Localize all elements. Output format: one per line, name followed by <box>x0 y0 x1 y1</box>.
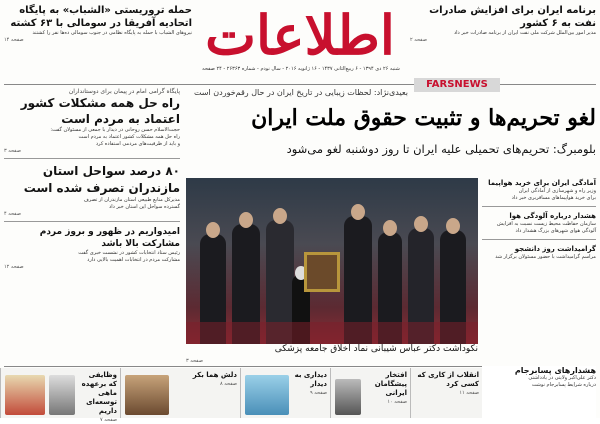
right-story-1-line: برای خرید هواپیماهای مسافربری خبر داد <box>511 195 596 201</box>
lead-headline[interactable]: لغو تحریم‌ها و تثبیت حقوق ملت ایران <box>251 105 596 131</box>
left-story-3-title: امیدواریم در ظهور و بروز مردم مشارکت بالا باشد <box>39 227 180 249</box>
tile-2-page-ref: صفحه ۸ <box>220 381 237 387</box>
bottom-right-title: هشدارهای پسابرجام <box>514 366 596 375</box>
tile-1-portrait <box>49 375 75 415</box>
photo-caption: نکوداشت دکتر عباس شیبانی نماد اخلاق جامعه پزشکی <box>274 344 478 354</box>
bottom-right-story[interactable] <box>482 366 596 418</box>
tile-3-title: دیداری به دیدار <box>294 371 327 388</box>
lead-kicker: بعیدی‌نژاد: لحظات زیبایی در تاریخ ایران در حال رقم‌خوردن است <box>193 88 408 97</box>
right-story-1-title: آمادگی ایران برای خرید هواپیما <box>488 179 596 187</box>
photo-award-frame <box>304 252 340 292</box>
left-story-2-line: گسترده سواحل این استان خبر داد <box>108 204 180 210</box>
left-story-3-line: مشارکت مردم در انتخابات اهمیت بالایی دارد <box>87 257 180 263</box>
strip-tile-3[interactable] <box>240 368 330 418</box>
bottom-right-line: درباره شرایط پسابرجام نوشت <box>531 382 596 388</box>
photo-person-head <box>351 204 365 220</box>
right-story-2-line: سازمان حفاظت محیط زیست نسبت به افزایش <box>497 221 596 227</box>
left-top-story[interactable] <box>4 4 192 43</box>
left-top-headline: حمله تروریستی «الشباب» به پایگاه اتحادیه آفریقا در سومالی با ۶۳ کشته <box>10 5 192 29</box>
tile-1-thumb <box>5 375 45 415</box>
divider <box>482 206 596 207</box>
date-line: شنبه ۲۶ دی ۱۳۹۴ - ۶ ربیع‌الثانی ۱۴۳۷ - ۱۶ ژانویه ۲۰۱۶ - سال نودم - شماره ۲۶۳۶۳ - ۲۴ صفحه <box>202 66 400 72</box>
photo-person-head <box>383 220 397 236</box>
left-story-3-page-ref: صفحه ۱۲ <box>4 264 24 270</box>
strip-tile-5[interactable] <box>410 368 482 418</box>
strip-tile-4[interactable] <box>330 368 410 418</box>
left-column <box>4 88 180 364</box>
right-top-story[interactable] <box>410 4 596 43</box>
right-top-sub: مدیر امور بین‌الملل شرکت ملی نفت ایران از برنامه صادرات خبر داد <box>453 30 596 36</box>
left-story-2-title: ۸۰ درصد سواحل استان مازندران تصرف شده است <box>23 164 180 195</box>
right-story-2-title: هشدار درباره آلودگی هوا <box>509 212 596 220</box>
newspaper-logo: اطلاعات <box>205 3 395 67</box>
farsnews-badge: FARSNEWS <box>414 78 500 92</box>
left-story-1-title: راه حل همه مشکلات کشور اعتماد به مردم است <box>20 96 180 126</box>
left-top-sub: نیروهای الشباب با حمله به پایگاه نظامی در جنوب سومالی ده‌ها نفر را کشتند <box>32 30 192 36</box>
right-story-3-title: گرامیداشت روز دانشجو <box>514 245 596 253</box>
left-story-1-line: حجت‌الاسلام حسن روحانی در دیدار با جمعی از مسئولان گفت: <box>50 127 180 133</box>
photo-person-head <box>273 208 287 224</box>
left-story-2[interactable] <box>4 163 180 217</box>
lead-subhead: بلومبرگ: تحریم‌های تحمیلی علیه ایران تا روز دوشنبه لغو می‌شود <box>286 142 596 156</box>
left-story-2-page-ref: صفحه ۴ <box>4 211 21 217</box>
lead-photo[interactable] <box>186 178 478 344</box>
left-kicker: پایگاه گرامی امام در پیمان برای دوستانداران <box>68 88 180 95</box>
left-story-1-page-ref: صفحه ۳ <box>4 148 21 154</box>
strip-tile-1[interactable] <box>0 368 120 423</box>
strip-tile-2[interactable] <box>120 368 240 418</box>
right-story-3[interactable] <box>482 244 596 261</box>
tile-3-page-ref: صفحه ۹ <box>310 390 327 396</box>
tile-1-page-ref: صفحه ۷ <box>100 417 117 423</box>
tile-4-page-ref: صفحه ۱۰ <box>387 399 407 405</box>
tile-2-title: دلش هما بکر <box>192 371 237 379</box>
tile-2-thumb <box>125 375 169 415</box>
left-story-1[interactable] <box>4 95 180 154</box>
photo-person-head <box>206 222 220 238</box>
left-story-3-line: رئیس ستاد انتخابات کشور در نشست خبری گفت <box>78 250 180 256</box>
tile-1-title: وظایفی که برعهده ماهی توسعه‌ای داریم <box>81 371 117 415</box>
tile-3-thumb <box>245 375 289 415</box>
photo-stage <box>186 322 478 344</box>
tile-5-page-ref: صفحه ۱۱ <box>459 390 479 396</box>
left-story-2-line: مدیرکل منابع طبیعی استان مازندران از تصرف <box>83 197 180 203</box>
photo-person-head <box>414 216 428 232</box>
photo-page-ref: صفحه ۳ <box>186 358 203 364</box>
right-story-2-line: آلودگی هوای شهرهای بزرگ هشدار داد <box>515 228 596 234</box>
masthead-rule <box>4 84 596 85</box>
divider <box>4 158 180 159</box>
photo-person-head <box>446 218 460 234</box>
masthead <box>0 0 600 84</box>
photo-person-head <box>239 212 253 228</box>
bottom-right-line: دکتر علی‌اکبر ولایتی در یادداشتی <box>528 375 596 381</box>
left-story-1-line: و باید از ظرفیت‌های مردمی استفاده کرد <box>95 141 180 147</box>
right-column <box>482 178 596 366</box>
tile-4-title: افتخار پیشگامان ایرانی <box>374 371 407 397</box>
right-top-headline: برنامه ایران برای افزایش صادرات نفت به ۶ کشور <box>429 5 596 29</box>
left-top-page-ref: صفحه ۱۴ <box>4 37 24 43</box>
right-top-page-ref: صفحه ۲ <box>410 37 427 43</box>
divider <box>482 239 596 240</box>
right-story-1-line: وزیر راه و شهرسازی از آمادگی ایران <box>518 188 596 194</box>
left-story-3[interactable] <box>4 226 180 270</box>
divider <box>4 221 180 222</box>
right-story-1[interactable] <box>482 178 596 202</box>
right-story-3-line: مراسم گرامیداشت با حضور مسئولان برگزار شد <box>495 254 596 260</box>
tile-5-title: انقلاب از کاری که کسی کرد <box>417 371 479 388</box>
left-story-1-line: راه حل همه مشکلات کشور اعتماد به مردم است <box>78 134 180 140</box>
tile-4-thumb <box>335 379 361 415</box>
right-story-2[interactable] <box>482 211 596 235</box>
